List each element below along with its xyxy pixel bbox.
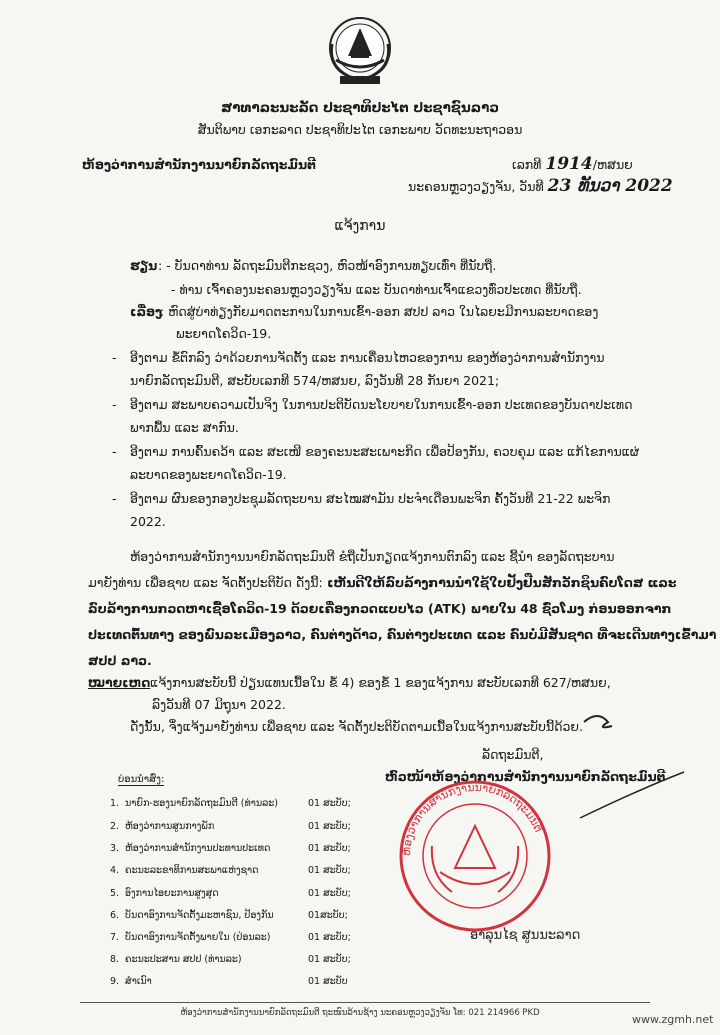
place-date-label: ນະຄອນຫຼວງວຽງຈັນ, ວັນທີ: [408, 179, 544, 194]
distribution-row: [110, 976, 360, 987]
distribution-title-text: ບ່ອນນຳສົ່ງ:: [118, 774, 165, 785]
distribution-row: [110, 932, 360, 943]
bullet: -: [112, 491, 117, 506]
to-line-1: : - ບັນດາທ່ານ ລັດຖະມົນຕີກະຊວງ, ຫົວໜ້າອົງການທຽບເທົ່າ ທີ່ນັບຖື.: [158, 258, 497, 273]
row-recipient: ນາຍົກ-ຮອງນາຍົກລັດຖະມົນຕີ (ທ່ານລະ): [125, 798, 279, 809]
row-quantity: 01 ສະບັບ;: [308, 843, 351, 854]
footer-divider: [80, 1002, 650, 1003]
reference-3-line-1: ອີງຕາມ ການຄົ້ນຄວ້າ ແລະ ສະເໜີ ຂອງຄະນະສະເພາະກິດ ເພື່ອປ້ອງກັນ, ຄວບຄຸມ ແລະ ແກ້ໄຂການແຜ່: [130, 444, 640, 459]
footer-address: ຫ້ອງວ່າການສຳນັກງານນາຍົກລັດຖະມົນຕີ ຖະໜົນລ້ານຊ້າງ ນະຄອນຫຼວງວຽງຈັນ ໂທ: 021 214966 PKD: [180, 1008, 540, 1018]
reference-2-line-2: ພາກພື້ນ ແລະ ສາກົນ.: [130, 420, 239, 435]
signer-role-1: ລັດຖະມົນຕີ,: [482, 747, 544, 762]
bullet: -: [112, 397, 117, 412]
row-quantity: 01 ສະບັບ;: [308, 821, 351, 832]
body-line-2: [88, 575, 677, 590]
reference-4-line-1: ອີງຕາມ ຜົນຂອງກອງປະຊຸມລັດຖະບານ ສະໄໝສາມັນ ປະຈຳເດືອນພະຈິກ ຄັ້ງວັນທີ 21-22 ພະຈິກ: [130, 491, 611, 506]
row-quantity: 01ສະບັບ;: [308, 910, 348, 921]
country-name: ສາທາລະນະລັດ ປະຊາທິປະໄຕ ປະຊາຊົນລາວ: [221, 100, 499, 116]
row-recipient: ຫ້ອງວ່າການສູນກາງພັກ: [125, 821, 215, 832]
body-line-2-bold: ເຫັນດີໃຫ້ລົບລ້າງການນຳໃຊ້ໃບຢັ້ງຢືນສັກວັກຊິນຄົບໂດສ ແລະ: [322, 575, 677, 590]
distribution-row: [110, 843, 360, 854]
signature-mark-icon: [578, 700, 688, 820]
row-recipient: ສຳເນົາ: [125, 976, 152, 987]
row-quantity: 01 ສະບັບ;: [308, 798, 351, 809]
svg-text:ຫ້ອງວ່າການສຳນັກງານນາຍົກລັດຖະມົ: [400, 781, 545, 856]
subject-line-1: : ຫົດສູ່ບ່າທ່ຽງກັຍມາດຕະການໃນການເຂົ້າ-ອອກ ສປປ ລາວ ໃນໄລຍະມີການລະບາດຂອງ: [160, 304, 599, 319]
reference-3-line-2: ລະບາດຂອງພະຍາດໂຄວິດ-19.: [130, 467, 287, 482]
bullet: -: [112, 444, 117, 459]
body-line-5: ສປປ ລາວ.: [88, 653, 152, 668]
date-value: 23 ທັນວາ 2022: [547, 176, 673, 196]
row-number: 7.: [110, 932, 120, 943]
reference-2-line-1: ອີງຕາມ ສະພາບຄວາມເປັນຈິງ ໃນການປະຕິບັດນະໂຍບາຍໃນການເຂົ້າ-ອອກ ປະເທດຂອງບັນດາປະເທດ: [130, 397, 633, 412]
row-number: 6.: [110, 910, 120, 921]
distribution-row: [110, 888, 360, 899]
row-quantity: 01 ສະບັບ;: [308, 954, 351, 965]
document-title: ແຈ້ງການ: [334, 218, 386, 234]
row-recipient: ບັນດາອົງການຈັດຕັ້ງພາຍໃນ (ປ່ອນລະ): [125, 932, 271, 943]
official-stamp-icon: [380, 776, 570, 936]
row-number: 3.: [110, 843, 120, 854]
document-number-suffix: /ຫສນຍ: [592, 157, 633, 172]
subject-label: ເລື່ອງ: [130, 304, 163, 319]
to-line-2: - ທ່ານ ເຈົ້າຄອງນະຄອນຫຼວງວຽງຈັນ ແລະ ບັນດາທ່ານເຈົ້າແຂວງທົ່ວປະເທດ ທີ່ນັບຖື.: [171, 282, 582, 297]
distribution-title: [118, 774, 164, 785]
document-number: [512, 154, 633, 174]
bullet: -: [112, 350, 117, 365]
reference-1-line-1: ອີງຕາມ ຂໍ້ຕົກລົງ ວ່າດ້ວຍການຈັດຕັ້ງ ແລະ ການເຄື່ອນໄຫວຂອງການ ຂອງຫ້ອງວ່າການສຳນັກງານ: [130, 350, 605, 365]
row-quantity: 01 ສະບັບ;: [308, 865, 351, 876]
row-recipient: ບັນດາອົງການຈັດຕັ້ງມະຫາຊົນ, ປ້ອງກັນ: [125, 910, 274, 921]
row-number: 1.: [110, 798, 120, 809]
national-motto: ສັນຕິພາບ ເອກະລາດ ປະຊາທິປະໄຕ ເອກະພາບ ວັດທະນະຖາວອນ: [197, 122, 523, 137]
issuing-ministry: ຫ້ອງວ່າການສຳນັກງານນາຍົກລັດຖະມົນຕີ: [82, 157, 316, 172]
document-number-value: 1914: [545, 154, 593, 174]
row-number: 4.: [110, 865, 120, 876]
note-label: ໝາຍເຫດ: [88, 675, 151, 690]
note-line-2: ລົງວັນທີ 07 ມິຖຸນາ 2022.: [152, 697, 286, 712]
distribution-row: [110, 954, 360, 965]
signer-role-2: ຫົວໜ້າຫ້ອງວ່າການສຳນັກງານນາຍົກລັດຖະມົນຕີ: [385, 769, 666, 784]
subject-line-2: ພະຍາດໂຄວິດ-19.: [176, 326, 272, 341]
row-quantity: 01 ສະບັບ;: [308, 932, 351, 943]
stamp-ring-text: ຫ້ອງວ່າການສຳນັກງານນາຍົກລັດຖະມົນຕີ: [399, 780, 546, 857]
row-quantity: 01 ສະບັບ;: [308, 888, 351, 899]
closing-sentence: ດັ່ງນັ້ນ, ຈຶ່ງແຈ້ງມາຍັງທ່ານ ເພື່ອຊາບ ແລະ ຈັດຕັ້ງປະຕິບັດຕາມເນື້ອໃນແຈ້ງການສະບັບນີ້ດ້ວຍ.: [130, 719, 583, 734]
body-line-1: ຫ້ອງວ່າການສຳນັກງານນາຍົກລັດຖະມົນຕີ ຂໍຖືເປັນກຽດແຈ້ງການຕົກລົງ ແລະ ຊີ້ນຳ ຂອງລັດຖະບານ: [130, 549, 615, 564]
row-number: 9.: [110, 976, 120, 987]
distribution-row: [110, 821, 360, 832]
reference-4-line-2: 2022.: [130, 514, 166, 529]
reference-1-line-2: ນາຍົກລັດຖະມົນຕີ, ສະບັບເລກທີ 574/ຫສນຍ, ລົງວັນທີ 28 ກັນຍາ 2021;: [130, 373, 500, 388]
body-line-3: ລົບລ້າງການກວດຫາເຊື້ອໂຄວິດ-19 ດ້ວຍເຄື່ອງກວດແບບໄວ (ATK) ພາຍໃນ 48 ຊົ່ວໂມງ ກ່ອນອອກຈາກ: [88, 601, 672, 616]
place-date: [408, 176, 673, 196]
body-line-4: ປະເທດຕົ້ນທາງ ຂອງພົນລະເມືອງລາວ, ຄົນຕ່າງດ້າວ, ຄົນຕ່າງປະເທດ ແລະ ຄົນບໍ່ມີສັນຊາດ ທີ່ຈະເດີນທາງເຂົ້າມາ: [88, 627, 717, 642]
body-line-2-text: ມາຍັງທ່ານ ເພື່ອຊາບ ແລະ ຈັດຕັ້ງປະຕິບັດ ດັ່ງນີ້:: [88, 575, 323, 590]
distribution-row: [110, 798, 360, 809]
row-quantity: 01 ສະບັບ: [308, 976, 348, 987]
row-recipient: ຄະນະລະຂາທິການສະພາແຫ່ງຊາດ: [125, 865, 259, 876]
note-line-1: : ແຈ້ງການສະບັບນີ້ ປ່ຽນແທນເນື້ອໃນ ຂໍ້ 4) ຂອງຂໍ້ 1 ຂອງແຈ້ງການ ສະບັບເລກທີ 627/ຫສນຍ,: [142, 675, 611, 690]
row-number: 2.: [110, 821, 120, 832]
signer-name: ອາລຸນໄຊ ສູນນະລາດ: [470, 928, 581, 943]
row-recipient: ອົງການໄອຍະການສູງສຸດ: [125, 888, 219, 899]
document-number-label: ເລກທີ: [512, 157, 542, 172]
national-emblem-icon: [318, 14, 402, 90]
row-number: 8.: [110, 954, 120, 965]
distribution-row: [110, 910, 360, 921]
watermark: www.zgmh.net: [632, 1013, 714, 1026]
row-recipient: ຄະນະປະສານ ສປປ (ທ່ານລະ): [125, 954, 242, 965]
row-number: 5.: [110, 888, 120, 899]
distribution-row: [110, 865, 360, 876]
to-label: ຮຽນ: [130, 258, 158, 273]
row-recipient: ຫ້ອງວ່າການສຳນັກງານປະທານປະເທດ: [125, 843, 271, 854]
